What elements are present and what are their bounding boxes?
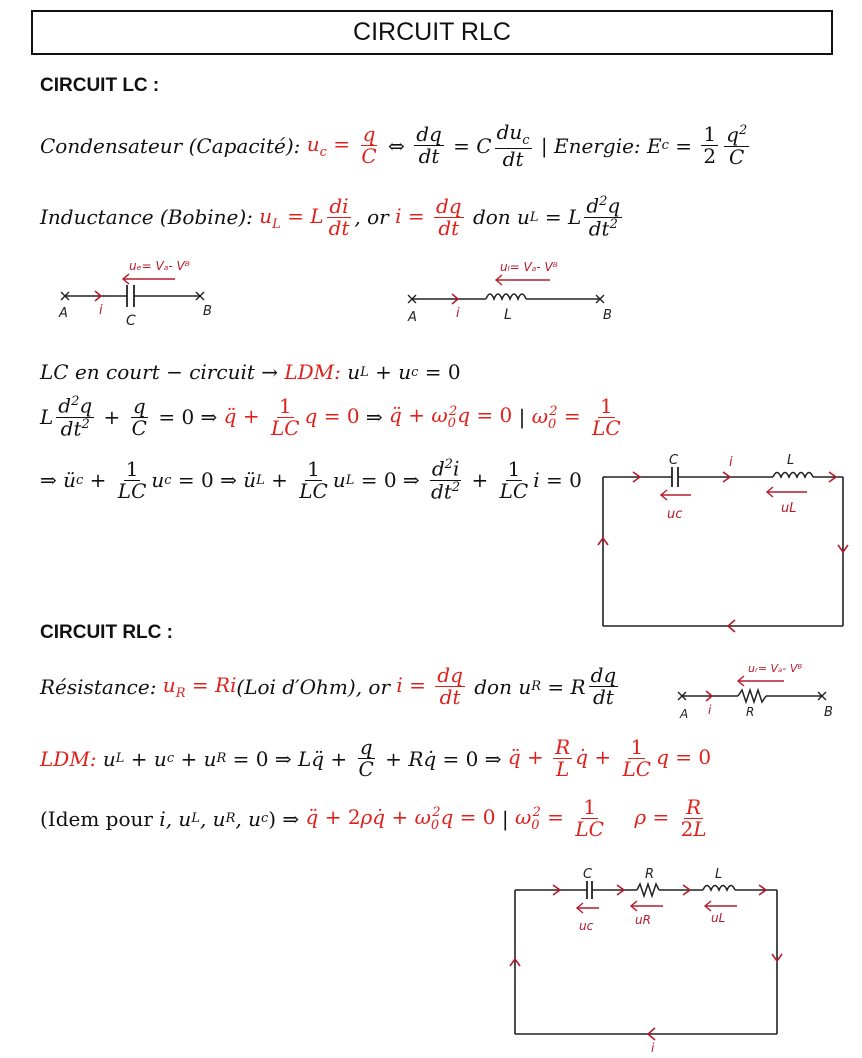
cap-node-b: B — [203, 304, 212, 319]
ldm-label-1: LDM: — [284, 360, 341, 384]
equation-lc-uc-ul: ⇒ ü c + $\frac{1}{LC}$ u c = 0 ⇒ ü L + $\frac{1}{LC}$ u L = 0 ⇒ $\frac{d^2i}{dt^2}$ + $\frac{1}{LC}$ i = 0 — [40, 456, 582, 504]
lc-loop-diagram — [595, 450, 857, 635]
or-text: , or — [354, 205, 389, 230]
rlc-loop-uc: uc — [579, 919, 594, 933]
ind-node-b: B — [603, 308, 612, 323]
ind-node-a: A — [408, 310, 417, 325]
equation-bobine: Inductance (Bobine): $u_L = L$ $\frac{di}{dt}$ , or i = $\frac{dq}{dt}$ don u L = L $\frac{d^2q}{dt^2}$ — [40, 193, 621, 241]
cap-component-label: C — [126, 313, 136, 329]
resistance-label: Résistance: — [40, 674, 157, 699]
lc-loop-c: C — [669, 453, 679, 468]
loi-ohm-text: (Loi d′Ohm), or — [236, 674, 391, 699]
cap-node-a: A — [59, 306, 68, 321]
ind-component-label: L — [504, 307, 512, 323]
cond-label: Condensateur (Capacité): — [40, 133, 301, 158]
res-current-label: i — [708, 703, 712, 717]
cap-voltage-label: uₑ= Vₐ- Vᴮ — [129, 259, 190, 273]
equation-lc-court-circuit: LC en court − circuit → LDM: u L + u c = 0 — [40, 360, 461, 384]
equation-lc-diff: L $\frac{d^2q}{dt^2}$ + $\frac{q}{C}$ = 0 ⇒ q̈ + $\frac{1}{LC}$ q = 0 ⇒ q̈ + $\omega_0^2q = 0$ | $\omega_0^2$ = $\frac{1}{LC}$ — [40, 393, 621, 441]
rlc-loop-i: i — [651, 1041, 655, 1055]
page-title: CIRCUIT RLC — [31, 10, 833, 55]
res-node-b: B — [824, 705, 833, 720]
capacitor-diagram — [55, 253, 225, 328]
don-text-2: don — [474, 674, 512, 699]
equation-rlc-ldm: LDM: u L + u c + u R = 0 ⇒ Lq̈ + $\frac{q}{C}$ + Rq̇ = 0 ⇒ q̈ + $\frac{R}{L}$ q̇ + $\frac{1}{LC}$ q = 0 — [40, 735, 712, 781]
ind-current-label: i — [456, 306, 460, 321]
lc-loop-ul: uL — [781, 501, 797, 516]
equation-resistance: Résistance: $u_R = Ri$ (Loi d′Ohm), or i = $\frac{dq}{dt}$ don u R = R $\frac{dq}{dt}$ — [40, 663, 617, 709]
rlc-loop-l: L — [715, 867, 723, 882]
res-component-label: R — [746, 705, 755, 719]
res-node-a: A — [680, 707, 689, 721]
don-text: don — [472, 205, 511, 230]
resistor-diagram — [672, 660, 842, 722]
equation-rlc-canonical: (Idem pour i, u L , u R , u c ) ⇒ q̈ + 2ρq̇ + $\omega_0^2q = 0$ | $\omega_0^2$ = $\frac{1}{LC}$ ρ = $\frac{R}{2L}$ — [40, 795, 707, 841]
lc-court-text: LC en court − circuit → — [40, 360, 278, 384]
section-rlc-heading: CIRCUIT RLC : — [40, 622, 173, 643]
lc-loop-uc: uc — [667, 507, 683, 522]
rlc-loop-diagram — [505, 862, 795, 1054]
rlc-loop-r: R — [645, 867, 655, 882]
rlc-loop-c: C — [583, 867, 593, 882]
cap-current-label: i — [99, 303, 103, 318]
ldm-label-2: LDM: — [40, 746, 97, 771]
inductor-diagram — [400, 255, 620, 330]
rlc-loop-ul: uL — [711, 911, 726, 925]
section-lc-heading: CIRCUIT LC : — [40, 75, 160, 96]
equation-condensateur: Condensateur (Capacité): $u_c$ = $\frac{q}{C}$ ⇔ $\frac{dq}{dt}$ = C $\frac{du_c}{dt}$ | Energie: E c = $\frac{1}{2}$ $\frac{q^2}{C}$ — [40, 120, 748, 171]
bobine-label: Inductance (Bobine): — [40, 205, 253, 230]
res-voltage-label: uᵣ= Vₐ- Vᴮ — [748, 662, 803, 675]
lc-loop-i: i — [729, 455, 733, 470]
ind-voltage-label: uₗ= Vₐ- Vᴮ — [500, 260, 558, 274]
lc-loop-l: L — [787, 453, 795, 468]
rlc-loop-ur: uR — [635, 913, 651, 927]
idem-text: (Idem pour — [40, 806, 153, 831]
energie-label: | Energie: — [540, 133, 641, 158]
